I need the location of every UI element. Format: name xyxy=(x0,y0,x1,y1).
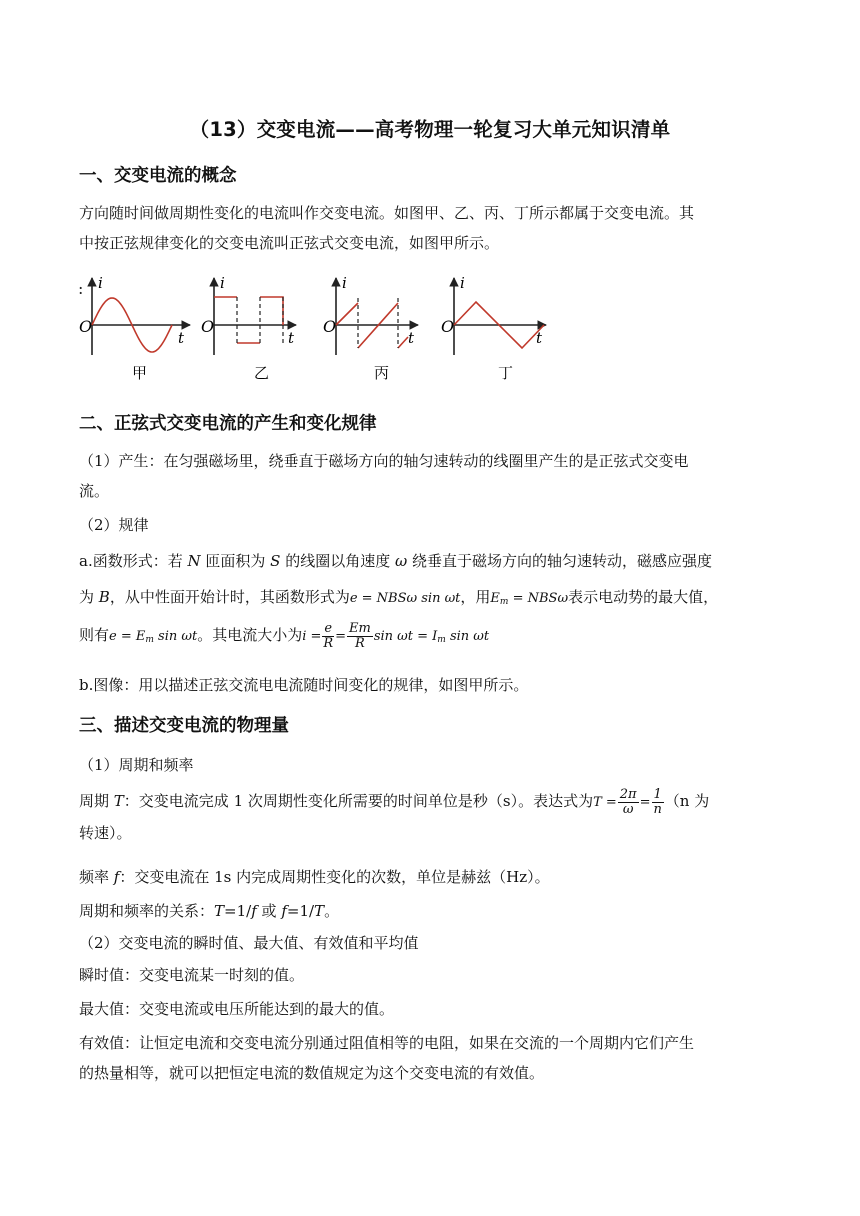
text-run: 则有 xyxy=(79,626,110,644)
text-run: a.函数形式：若 xyxy=(79,552,188,570)
equation-e xyxy=(109,629,197,644)
var-omega: ω xyxy=(394,552,408,570)
caption-yi: 乙 xyxy=(254,364,270,382)
var-E: E xyxy=(490,591,500,606)
numerator: Em xyxy=(349,620,371,636)
text-line: 转速）。 xyxy=(79,824,132,842)
paragraph-relation xyxy=(79,896,783,926)
paragraph-function-form xyxy=(79,546,783,576)
fraction-Em-over-R xyxy=(347,622,373,651)
text-line: （1）产生：在匀强磁场里，绕垂直于磁场方向的轴匀速转动的线圈里产生的是正弦式交变电 xyxy=(79,452,689,470)
text-run: 表示电动势的最大值， xyxy=(568,588,719,606)
numerator: 2π xyxy=(619,786,637,802)
denominator: ω xyxy=(622,801,634,817)
paragraph-graph: b.图像：用以描述正弦交流电电流随时间变化的规律，如图甲所示。 xyxy=(79,676,529,694)
fraction-e-over-R xyxy=(322,622,334,651)
denominator: n xyxy=(653,801,662,817)
text-run: ，从中性面开始计时，其函数形式为 xyxy=(109,588,350,606)
panel-ding xyxy=(441,274,546,382)
axis-i-label: i xyxy=(220,274,225,292)
subheading-period-frequency: （1）周期和频率 xyxy=(79,756,194,774)
panel-jia xyxy=(79,274,190,382)
paragraph-current xyxy=(79,620,783,655)
text-run: 周期 xyxy=(79,792,114,810)
text-run: 。 xyxy=(324,902,340,920)
text-line: 的热量相等，就可以把恒定电流的数值规定为这个交变电流的有效值。 xyxy=(79,1064,545,1082)
origin-label: O xyxy=(441,317,455,336)
var-f: f xyxy=(281,902,287,920)
subscript: m xyxy=(437,635,446,645)
paragraph-effective xyxy=(79,1028,783,1088)
var-T: T xyxy=(214,902,225,920)
text-run: ：交变电流在 1s 内完成周期性变化的次数，单位是赫兹（Hz）。 xyxy=(119,868,550,886)
axis-t-label: t xyxy=(536,329,543,347)
var-T: T xyxy=(113,792,124,810)
eq-lhs: e = E xyxy=(109,629,146,644)
var-T: T xyxy=(314,902,325,920)
fraction-1-over-n xyxy=(652,788,664,817)
equation-im xyxy=(374,629,489,644)
waveform-figure xyxy=(78,270,558,390)
text-line: 流。 xyxy=(79,482,110,500)
text-line: 有效值：让恒定电流和交变电流分别通过阻值相等的电阻，如果在交流的一个周期内它们产生 xyxy=(79,1034,695,1052)
page-title: （13）交变电流——高考物理一轮复习大单元知识清单 xyxy=(189,118,671,141)
paragraph-instantaneous: 瞬时值：交变电流某一时刻的值。 xyxy=(79,966,305,984)
text-run: 频率 xyxy=(79,868,114,886)
text-run: 绕垂直于磁场方向的轴匀速转动，磁感应强度 xyxy=(407,552,712,570)
equals: = xyxy=(335,629,347,644)
eq-part: sin ωt = I xyxy=(373,629,438,644)
eq-rhs: = NBSω xyxy=(508,591,569,606)
paragraph-maximum: 最大值：交变电流或电压所能达到的最大的值。 xyxy=(79,1000,395,1018)
numerator: e xyxy=(324,620,333,636)
fraction-2pi-over-omega xyxy=(618,788,639,817)
caption-jia: 甲 xyxy=(132,364,148,382)
waveform-svg xyxy=(78,270,558,390)
paragraph-ac-concept xyxy=(79,198,783,258)
text-run: 为 xyxy=(79,588,99,606)
origin-label: O xyxy=(323,317,337,336)
text-line: 中按正弦规律变化的交变电流叫正弦式交变电流，如图甲所示。 xyxy=(79,234,500,252)
equation-i: i = xyxy=(302,629,322,644)
paragraph-frequency xyxy=(79,862,783,892)
stray-mark: : xyxy=(78,279,84,298)
section-heading-2: 二、正弦式交变电流的产生和变化规律 xyxy=(79,414,377,434)
equation-em xyxy=(490,591,568,606)
text-run: 周期和频率的关系： xyxy=(79,902,215,920)
equation-emf: e = NBSω sin ωt xyxy=(349,591,461,606)
paragraph-generation xyxy=(79,446,783,506)
paragraph-period xyxy=(79,786,783,848)
var-B: B xyxy=(98,588,110,606)
var-N: N xyxy=(187,552,201,570)
text-run: =1/ xyxy=(224,902,252,920)
axis-t-label: t xyxy=(178,329,185,347)
text-run: 。其电流大小为 xyxy=(197,626,303,644)
text-line: 方向随时间做周期性变化的电流叫作交变电流。如图甲、乙、丙、丁所示都属于交变电流。其 xyxy=(79,204,695,222)
axis-t-label: t xyxy=(288,329,295,347)
section-heading-1: 一、交变电流的概念 xyxy=(79,166,237,186)
axis-i-label: i xyxy=(342,274,347,292)
eq-rhs: sin ωt xyxy=(153,629,198,644)
var-S: S xyxy=(270,552,281,570)
text-run: （n 为 xyxy=(664,792,710,810)
axis-i-label: i xyxy=(460,274,465,292)
origin-label: O xyxy=(79,317,93,336)
text-run: =1/ xyxy=(286,902,315,920)
section-heading-3: 三、描述交变电流的物理量 xyxy=(79,716,289,736)
eq-part: sin ωt xyxy=(445,629,490,644)
subscript: m xyxy=(145,635,154,645)
var-f: f xyxy=(251,902,257,920)
equation-T: T = xyxy=(593,795,617,810)
square-wave xyxy=(214,297,283,343)
panel-yi xyxy=(201,274,296,382)
law-heading: （2）规律 xyxy=(79,516,149,534)
numerator: 1 xyxy=(653,786,662,802)
text-run: 或 xyxy=(256,902,282,920)
subscript: m xyxy=(499,597,509,607)
caption-bing: 丙 xyxy=(374,364,390,382)
var-f: f xyxy=(113,868,120,886)
equals: = xyxy=(639,795,651,810)
subheading-values: （2）交变电流的瞬时值、最大值、有效值和平均值 xyxy=(79,934,419,952)
axis-t-label: t xyxy=(408,329,415,347)
text-run: ，用 xyxy=(460,588,491,606)
paragraph-function-form-2 xyxy=(79,582,783,617)
text-run: ：交变电流完成 1 次周期性变化所需要的时间单位是秒（s）。表达式为 xyxy=(123,792,594,810)
denominator: R xyxy=(323,635,334,651)
origin-label: O xyxy=(201,317,215,336)
caption-ding: 丁 xyxy=(498,364,514,382)
text-run: 的线圈以角速度 xyxy=(280,552,395,570)
panel-bing xyxy=(323,274,418,382)
denominator: R xyxy=(355,635,365,651)
axis-i-label: i xyxy=(98,274,103,292)
text-run: 匝面积为 xyxy=(200,552,271,570)
